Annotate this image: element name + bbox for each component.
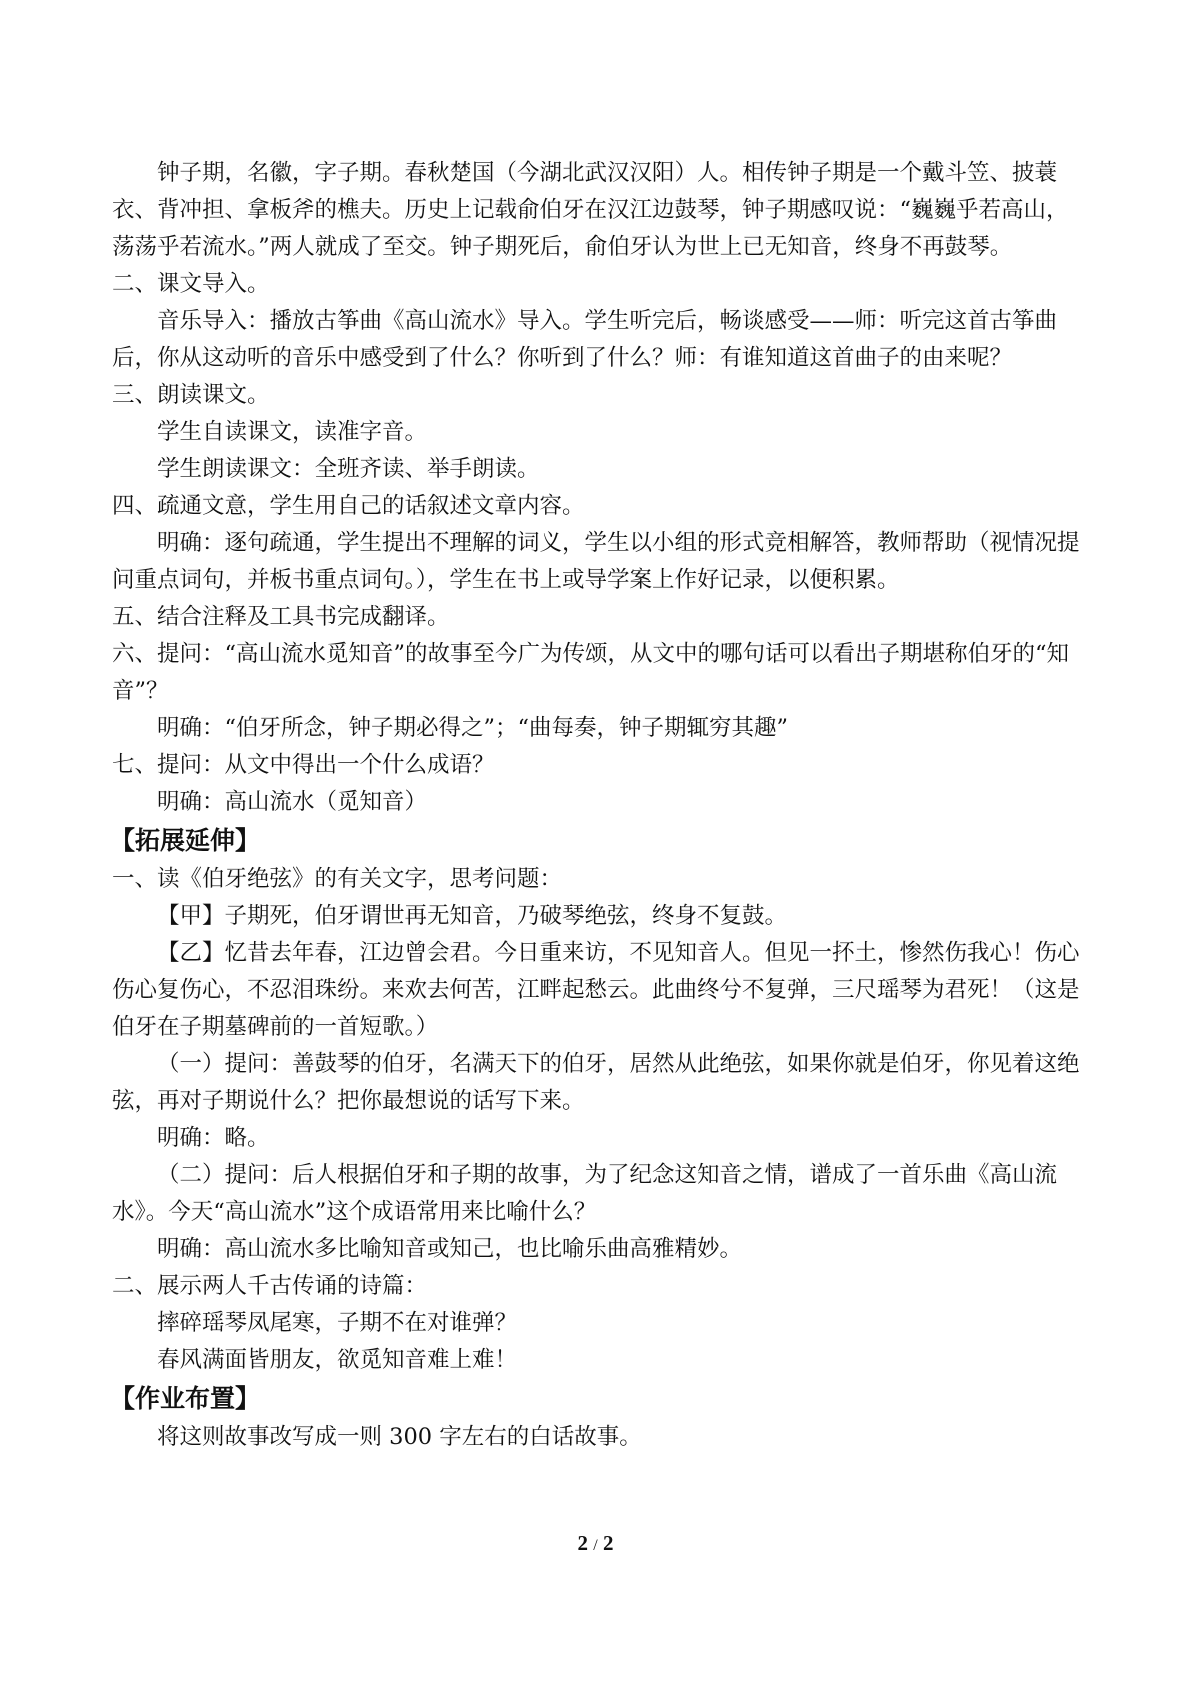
poem-line-2: 春风满面皆朋友，欲觅知音难上难！ xyxy=(157,1347,518,1373)
step-heading-read: 三、朗读课文。 xyxy=(112,382,270,408)
document-body xyxy=(112,155,1086,1456)
step-heading-translate: 五、结合注释及工具书完成翻译。 xyxy=(112,604,450,630)
paragraph-self-read: 学生自读课文，读准字音。 xyxy=(157,419,428,445)
step-heading-intro: 二、课文导入。 xyxy=(112,271,270,297)
paragraph-passage-yi: 【乙】忆昔去年春，江边曾会君。今日重来访，不见知音人。但见一抔土，惨然伤我心！伤心伤心复伤心，不忍泪珠纷。来欢去何苦，江畔起愁云。此曲终兮不复弹，三尺瑶琴为君死！（这是伯牙在子期墓碑前的一首短歌。） xyxy=(112,940,1080,1040)
paragraph-music-intro: 音乐导入：播放古筝曲《高山流水》导入。学生听完后，畅谈感受——师：听完这首古筝曲后，你从这动听的音乐中感受到了什么？你听到了什么？师：有谁知道这首曲子的由来呢？ xyxy=(112,308,1058,371)
page-number xyxy=(0,1531,1191,1556)
paragraph-zhong-ziqi-bio: 钟子期，名徽，字子期。春秋楚国（今湖北武汉汉阳）人。相传钟子期是一个戴斗笠、披蓑衣、背冲担、拿板斧的樵夫。历史上记载俞伯牙在汉江边鼓琴，钟子期感叹说：“巍巍乎若高山，荡荡乎若流水。”两人就成了至交。钟子期死后，俞伯牙认为世上已无知音，终身不再鼓琴。 xyxy=(112,160,1069,260)
paragraph-answer-two: 明确：高山流水多比喻知音或知己，也比喻乐曲高雅精妙。 xyxy=(157,1236,743,1262)
paragraph-answer-one: 明确：略。 xyxy=(157,1125,270,1151)
page-separator: / xyxy=(593,1537,598,1554)
step-heading-question-zhiyin: 六、提问：“高山流水觅知音”的故事至今广为传颂，从文中的哪句话可以看出子期堪称伯牙的“知音”？ xyxy=(112,641,1070,704)
paragraph-question-one: （一）提问：善鼓琴的伯牙，名满天下的伯牙，居然从此绝弦，如果你就是伯牙，你见着这绝弦，再对子期说什么？把你最想说的话写下来。 xyxy=(112,1051,1080,1114)
step-heading-read-boya: 一、读《伯牙绝弦》的有关文字，思考问题： xyxy=(112,866,563,892)
paragraph-passage-jia: 【甲】子期死，伯牙谓世再无知音，乃破琴绝弦，终身不复鼓。 xyxy=(157,903,788,929)
paragraph-meaning-answer: 明确：逐句疏通，学生提出不理解的词义，学生以小组的形式竞相解答，教师帮助（视情况提问重点词句，并板书重点词句。），学生在书上或导学案上作好记录，以便积累。 xyxy=(112,530,1080,593)
step-heading-question-idiom: 七、提问：从文中得出一个什么成语？ xyxy=(112,752,495,778)
page-total: 2 xyxy=(602,1531,614,1555)
paragraph-read-aloud: 学生朗读课文：全班齐读、举手朗读。 xyxy=(157,456,540,482)
paragraph-homework: 将这则故事改写成一则 300 字左右的白话故事。 xyxy=(157,1424,642,1450)
paragraph-zhiyin-answer: 明确：“伯牙所念，钟子期必得之”；“曲每奏，钟子期辄穷其趣” xyxy=(157,715,789,741)
step-heading-meaning: 四、疏通文意，学生用自己的话叙述文章内容。 xyxy=(112,493,585,519)
paragraph-idiom-answer: 明确：高山流水（觅知音） xyxy=(157,789,428,815)
page-current: 2 xyxy=(577,1531,589,1555)
section-title-extension: 【拓展延伸】 xyxy=(110,826,261,855)
section-title-homework: 【作业布置】 xyxy=(110,1384,261,1413)
poem-line-1: 摔碎瑶琴凤尾寒，子期不在对谁弹？ xyxy=(157,1310,518,1336)
step-heading-poem: 二、展示两人千古传诵的诗篇： xyxy=(112,1273,428,1299)
paragraph-question-two: （二）提问：后人根据伯牙和子期的故事，为了纪念这知音之情，谱成了一首乐曲《高山流水》。今天“高山流水”这个成语常用来比喻什么？ xyxy=(112,1162,1058,1225)
